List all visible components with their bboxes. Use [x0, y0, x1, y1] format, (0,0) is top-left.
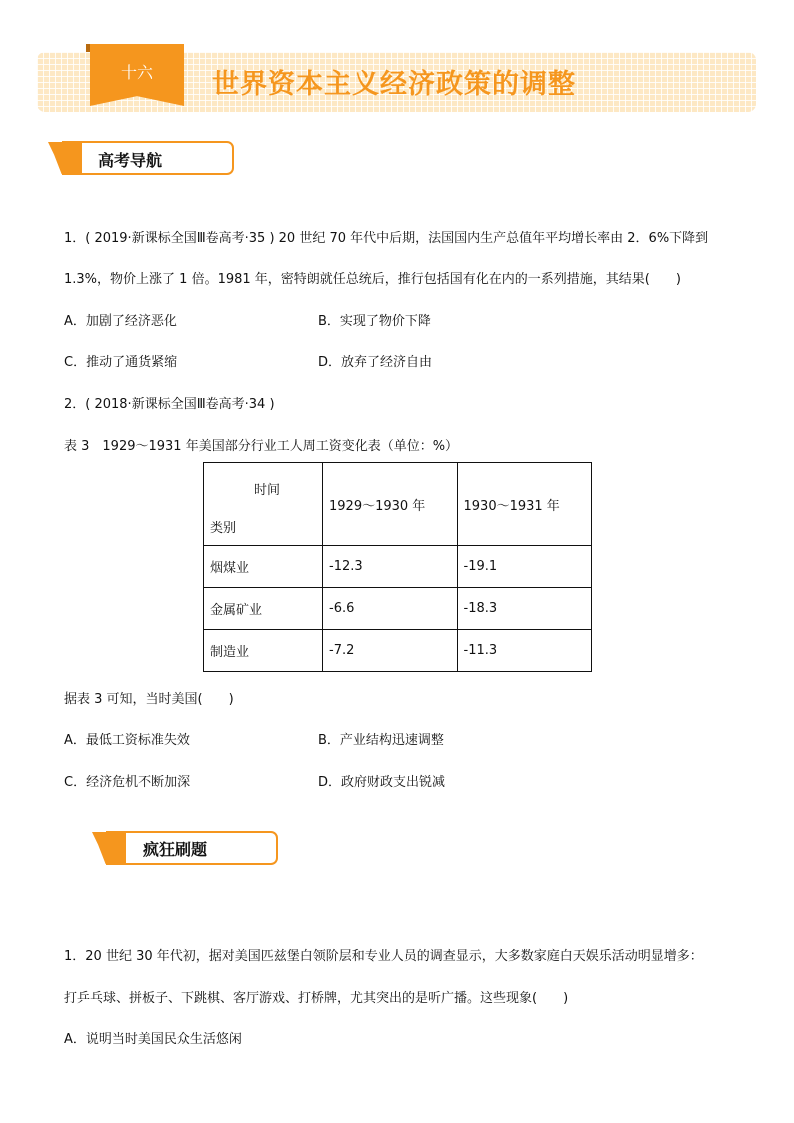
q1-option-c: C．推动了通货紧缩 — [64, 355, 178, 370]
chapter-title: 世界资本主义经济政策的调整 — [212, 69, 576, 100]
table-cell-value: -11.3 — [457, 630, 592, 672]
table-cell-value: -19.1 — [457, 546, 592, 588]
q2-stem-line1: 2．( 2018·新课标全国Ⅲ卷高考·34 ) — [64, 397, 275, 412]
table-cell-value: -7.2 — [323, 630, 458, 672]
section-flag-icon — [92, 832, 126, 864]
q2-option-b: B．产业结构迅速调整 — [318, 733, 444, 748]
q2-table-caption: 表 3 1929～1931 年美国部分行业工人周工资变化表（单位：%） — [64, 439, 459, 454]
q1-stem-line1: 1．( 2019·新课标全国Ⅲ卷高考·35 ) 20 世纪 70 年代中后期，法国国内生产总值年平均增长率由 2．6%下降到 — [64, 231, 709, 246]
q3-stem-line2: 打乒乓球、拼板子、下跳棋、客厅游戏、打桥牌，尤其突出的是听广播。这些现象( ) — [64, 991, 569, 1006]
q1-option-d: D．放弃了经济自由 — [318, 355, 433, 370]
q1-stem-line2: 1.3%，物价上涨了 1 倍。1981 年，密特朗就任总统后，推行包括国有化在内的一系列措施，其结果( ) — [64, 272, 681, 287]
table-row — [204, 588, 592, 630]
q1-option-a: A．加剧了经济恶化 — [64, 314, 177, 329]
table-cell-value: -12.3 — [323, 546, 458, 588]
table-cell-value: -18.3 — [457, 588, 592, 630]
table-corner-cell — [204, 463, 323, 546]
section-flag-icon — [48, 142, 82, 174]
chapter-number: 十六 — [120, 63, 153, 82]
section-title-exam-guide: 高考导航 — [98, 151, 163, 170]
table-corner-time: 时间 — [254, 483, 281, 498]
table-col-header-2: 1930～1931 年 — [457, 463, 592, 546]
q3-option-a: A．说明当时美国民众生活悠闲 — [64, 1032, 242, 1047]
q2-question: 据表 3 可知，当时美国( ) — [64, 692, 234, 707]
q1-option-b: B．实现了物价下降 — [318, 314, 431, 329]
table-corner-category: 类别 — [210, 521, 237, 536]
q2-option-a: A．最低工资标准失效 — [64, 733, 190, 748]
table-row — [204, 546, 592, 588]
table-row — [204, 630, 592, 672]
section-title-practice: 疯狂刷题 — [143, 840, 208, 859]
table-cell-category: 制造业 — [204, 630, 323, 672]
table-header-row — [204, 463, 592, 546]
table-cell-category: 烟煤业 — [204, 546, 323, 588]
table-cell-value: -6.6 — [323, 588, 458, 630]
wage-change-table — [203, 462, 592, 672]
table-cell-category: 金属矿业 — [204, 588, 323, 630]
q3-stem-line1: 1．20 世纪 30 年代初，据对美国匹兹堡白领阶层和专业人员的调查显示，大多数家庭白天娱乐活动明显增多： — [64, 949, 703, 964]
table-col-header-1: 1929～1930 年 — [323, 463, 458, 546]
q2-option-d: D．政府财政支出锐减 — [318, 775, 446, 790]
q2-option-c: C．经济危机不断加深 — [64, 775, 191, 790]
